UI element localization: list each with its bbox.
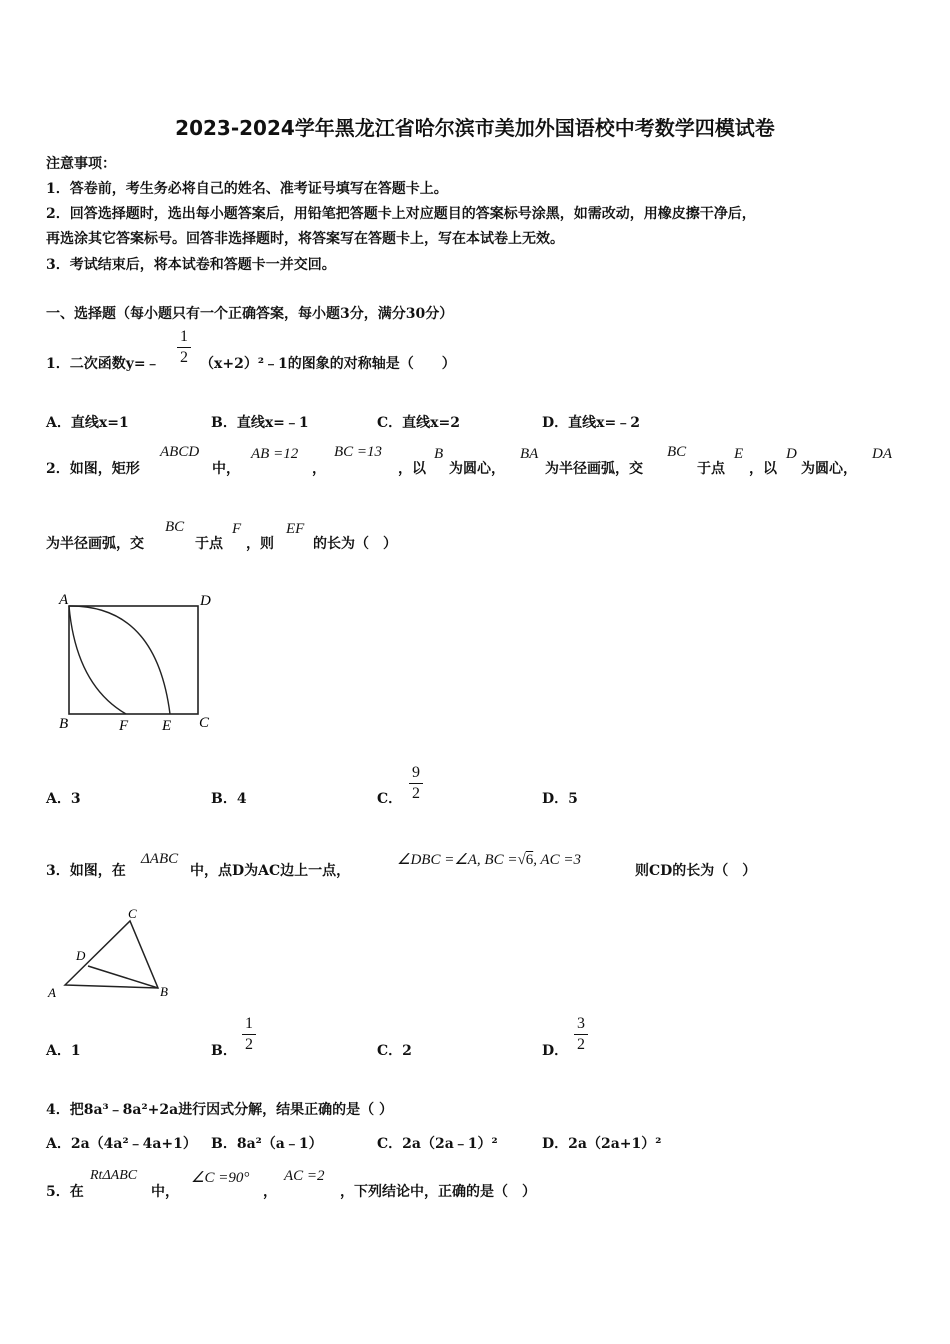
q3-option-b-den: 2 (245, 1036, 253, 1053)
q3-math-abc: ΔABC (141, 851, 179, 867)
q4-option-d[interactable]: D．2a（2a+1）² (542, 1136, 662, 1152)
q2-option-b[interactable]: B．4 (211, 791, 247, 807)
q2-text-8: ，以 (749, 461, 777, 477)
q2-text-7: 于点 (697, 461, 725, 477)
page-title: 2023-2024学年黑龙江省哈尔滨市美加外国语校中考数学四模试卷 (175, 116, 775, 140)
q2-figure (52, 585, 222, 735)
notice-heading: 注意事项： (46, 156, 116, 172)
q2-math-ab: AB =12 (251, 446, 299, 462)
q4-option-a[interactable]: A．2a（4a²﹣4a+1） (46, 1136, 197, 1152)
notice-item-2a: 2．回答选择题时，选出每小题答案后，用铅笔把答题卡上对应题目的答案标号涂黑，如需改动，用橡皮擦干净后， (46, 206, 756, 222)
q3-option-b-num: 1 (245, 1015, 253, 1032)
q1-prefix: 1．二次函数y=﹣ (46, 356, 160, 372)
q2-option-a[interactable]: A．3 (46, 791, 81, 807)
q2-text-13: 的长为（ ） (313, 536, 397, 552)
q3-option-b-fraction (242, 1015, 256, 1054)
q2-option-c[interactable]: C． (377, 791, 403, 807)
q4-option-b[interactable]: B．8a²（a﹣1） (211, 1136, 323, 1152)
q5-math-rtabc: RtΔABC (90, 1168, 138, 1183)
q3-math-cond-c: , AC =3 (533, 852, 581, 868)
q3-option-b[interactable]: B． (211, 1043, 237, 1059)
notice-item-3: 3．考试结束后，将本试卷和答题卡一并交回。 (46, 257, 336, 273)
q3-text-1: 3．如图，在 (46, 863, 126, 879)
q2-option-c-fraction (409, 764, 423, 803)
q2-label-d: D (200, 593, 211, 609)
q2-text-11: 于点 (195, 536, 223, 552)
q2-text-9: 为圆心， (801, 461, 857, 477)
q2-label-b: B (59, 716, 69, 732)
q2-text-5: 为圆心， (449, 461, 505, 477)
q3-figure (44, 903, 184, 1003)
q3-option-c[interactable]: C．2 (377, 1043, 412, 1059)
q3-math-cond-a: ∠DBC =∠A, BC = (397, 852, 518, 868)
q3-math-cond: ∠DBC =∠A, BC =√6, AC =3 (397, 852, 581, 868)
q5-text-3: ， (263, 1184, 277, 1200)
q3-option-d-den: 2 (577, 1036, 585, 1053)
q2-option-c-num: 9 (412, 764, 420, 781)
q1-frac-den: 2 (180, 349, 188, 366)
q2-text-10: 为半径画弧，交 (46, 536, 144, 552)
q5-text-2: 中， (151, 1184, 179, 1200)
q1-option-b[interactable]: B．直线x=﹣1 (211, 415, 309, 431)
q2-text-3: ， (312, 461, 326, 477)
q2-text-1: 2．如图，矩形 (46, 461, 140, 477)
q2-option-c-den: 2 (412, 785, 420, 802)
q5-math-angle: ∠C =90° (191, 1170, 250, 1186)
q2-math-ef: EF (286, 521, 305, 537)
q2-math-e: E (734, 446, 744, 462)
q5-math-ac: AC =2 (284, 1168, 325, 1184)
section-heading: 一、选择题（每小题只有一个正确答案，每小题3分，满分30分） (46, 306, 454, 322)
q2-text-6: 为半径画弧，交 (545, 461, 643, 477)
q1-suffix: （x+2）²﹣1的图象的对称轴是（ ） (200, 356, 456, 372)
q3-option-a[interactable]: A．1 (46, 1043, 81, 1059)
q1-frac-num: 1 (180, 328, 188, 345)
q1-option-a[interactable]: A．直线x=1 (46, 415, 129, 431)
q3-option-d[interactable]: D． (542, 1043, 569, 1059)
notice-item-2b: 再选涂其它答案标号。回答非选择题时，将答案写在答题卡上，写在本试卷上无效。 (46, 231, 564, 247)
q4-stem: 4．把8a³﹣8a²+2a进行因式分解，结果正确的是（ ） (46, 1102, 394, 1118)
q3-label-d: D (76, 948, 86, 963)
q3-label-b: B (160, 984, 168, 999)
notice-item-1: 1．答卷前，考生务必将自己的姓名、准考证号填写在答题卡上。 (46, 181, 448, 197)
q2-math-da: DA (872, 446, 892, 462)
q2-math-abcd: ABCD (160, 444, 200, 460)
q3-label-c: C (128, 906, 137, 921)
q2-text-12: ，则 (246, 536, 274, 552)
q2-label-e: E (162, 718, 172, 734)
q2-math-d: D (786, 446, 797, 462)
q2-math-bc3: BC (165, 519, 185, 535)
q2-math-bc: BC =13 (334, 444, 383, 460)
q5-text-4: ，下列结论中，正确的是（ ） (340, 1184, 536, 1200)
q3-text-2: 中，点D为AC边上一点， (190, 863, 351, 879)
q2-label-a: A (59, 592, 69, 608)
q1-fraction (177, 328, 191, 367)
q3-option-d-num: 3 (577, 1015, 585, 1032)
q3-math-sqrt: 6 (525, 852, 534, 868)
q3-text-3: 则CD的长为（ ） (635, 863, 757, 879)
q1-option-c[interactable]: C．直线x=2 (377, 415, 460, 431)
q1-option-d[interactable]: D．直线x=﹣2 (542, 415, 640, 431)
q2-text-4: ，以 (398, 461, 426, 477)
q2-math-bc2: BC (667, 444, 687, 460)
q2-option-d[interactable]: D．5 (542, 791, 578, 807)
q2-math-b: B (434, 446, 444, 462)
q3-label-a: A (48, 985, 56, 1000)
q2-label-c: C (199, 715, 210, 731)
q5-text-1: 5．在 (46, 1184, 84, 1200)
q2-text-2: 中， (212, 461, 240, 477)
q3-option-d-fraction (574, 1015, 588, 1054)
q2-label-f: F (119, 718, 129, 734)
q2-math-f: F (232, 521, 242, 537)
q2-math-ba: BA (520, 446, 539, 462)
q4-option-c[interactable]: C．2a（2a﹣1）² (377, 1136, 498, 1152)
